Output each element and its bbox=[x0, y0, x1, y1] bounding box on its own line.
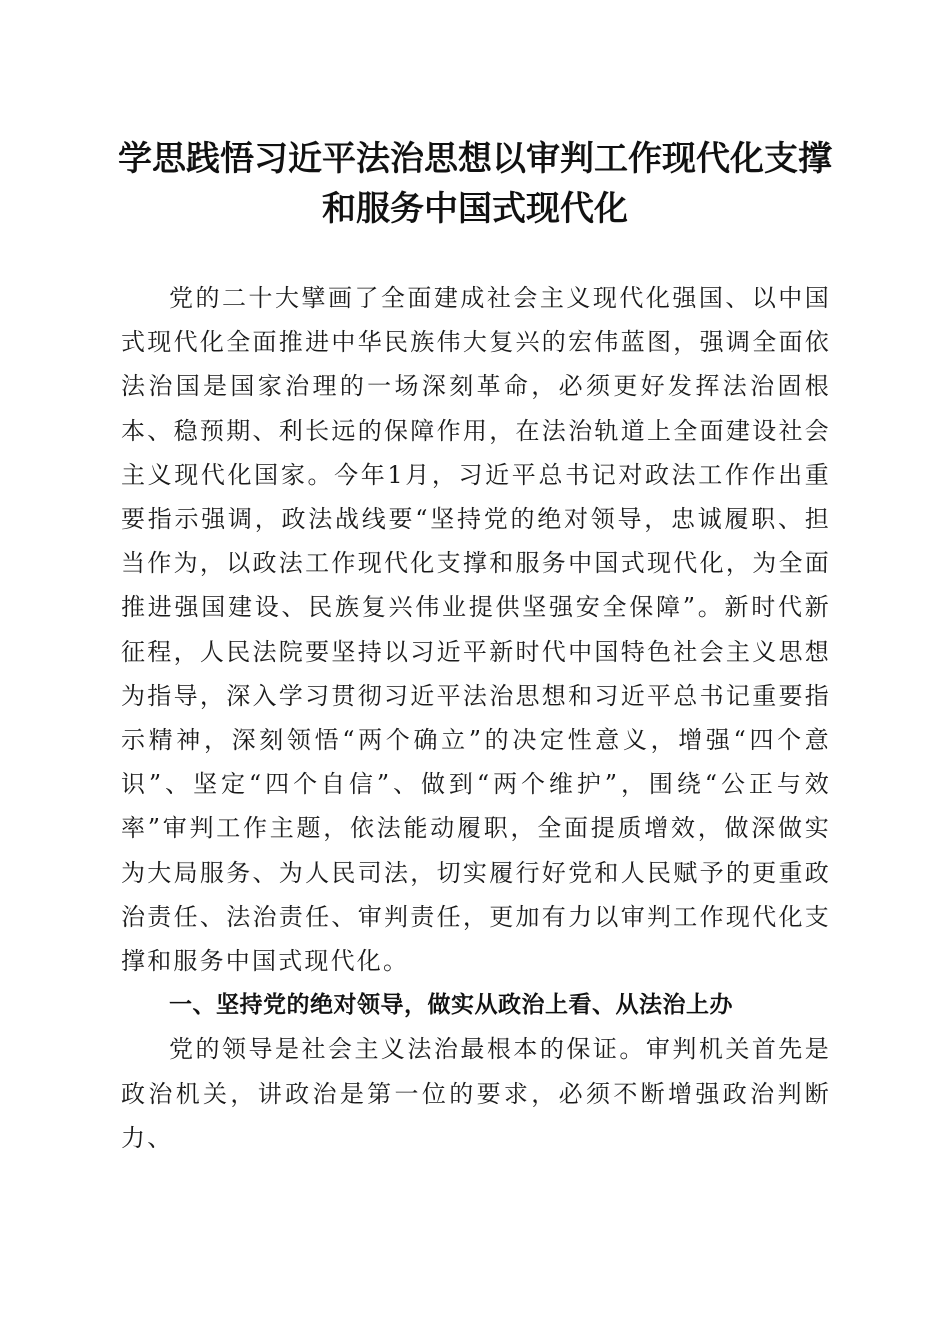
document-title: 学思践悟习近平法治思想以审判工作现代化支撑和服务中国式现代化 bbox=[118, 139, 832, 229]
section-heading: 一、坚持党的绝对领导，做实从政治上看、从法治上办 bbox=[169, 992, 733, 1019]
body-paragraph: 党的二十大擘画了全面建成社会主义现代化强国、以中国式现代化全面推进中华民族伟大复兴的宏伟蓝图，强调全面依法治国是国家治理的一场深刻革命，必须更好发挥法治固根本、稳预期、利长远的保障作用，在法治轨道上全面建设社会主义现代化国家。今年1月，习近平总书记对政法工作作出重要指示强调，政法战线要“坚持党的绝对领导，忠诚履职、担当作为，以政法工作现代化支撑和服务中国式现代化，为全面推进强国建设、民族复兴伟业提供坚强安全保障”。新时代新征程，人民法院要坚持以习近平新时代中国特色社会主义思想为指导，深入学习贯彻习近平法治思想和习近平总书记重要指示精神，深刻领悟“两个确立”的决定性意义，增强“四个意识”、坚定“四个自信”、做到“两个维护”，围绕“公正与效率”审判工作主题，依法能动履职，全面提质增效，做深做实为大局服务、为人民司法，切实履行好党和人民赋予的更重政治责任、法治责任、审判责任，更加有力以审判工作现代化支撑和服务中国式现代化。 bbox=[121, 284, 831, 976]
body-paragraph: 党的领导是社会主义法治最根本的保证。审判机关首先是政治机关，讲政治是第一位的要求，必须不断增强政治判断力、 bbox=[121, 1035, 831, 1152]
document-body bbox=[121, 276, 831, 1160]
